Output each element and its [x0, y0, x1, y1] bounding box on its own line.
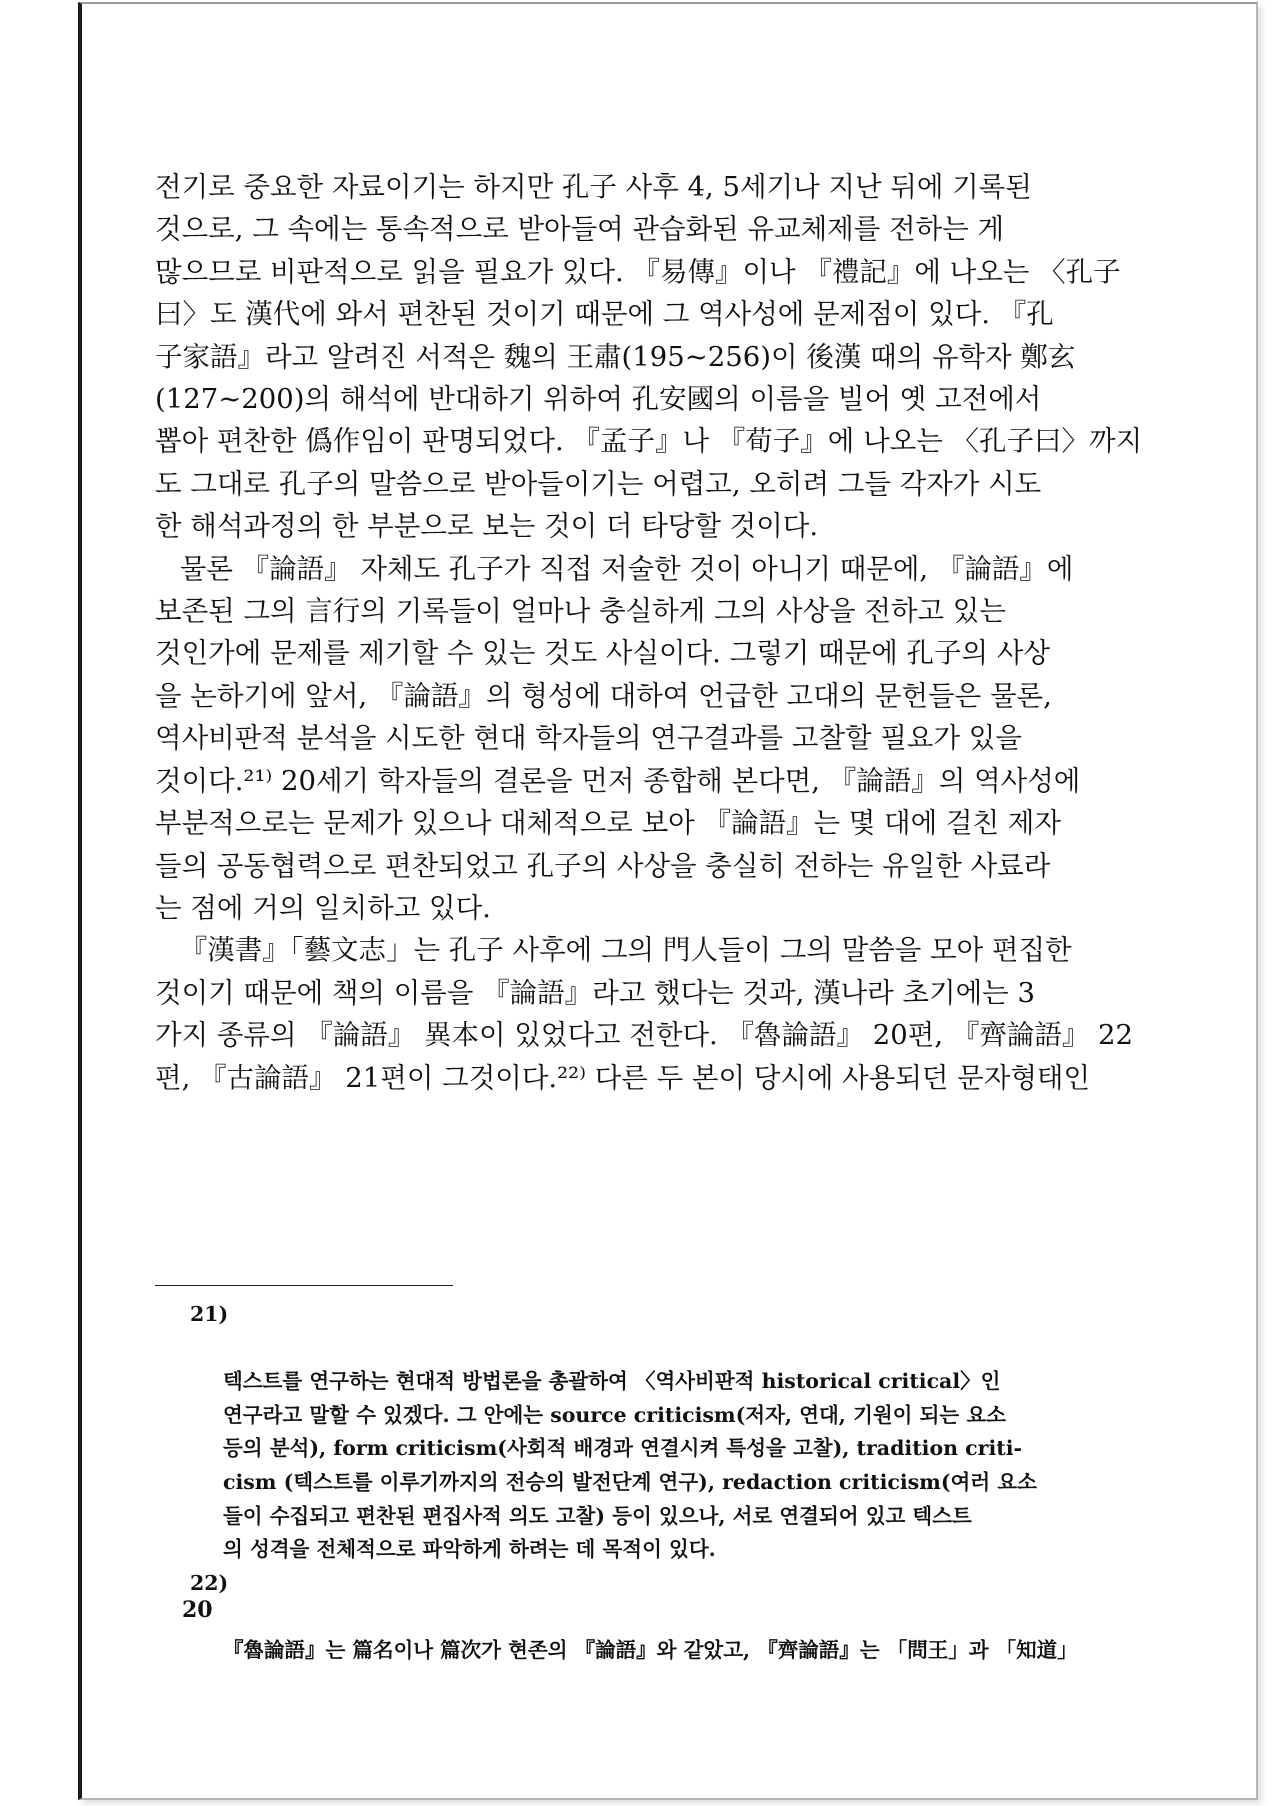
- paragraph-3: 『漢書』「藝文志」는 孔子 사후에 그의 門人들이 그의 말씀을 모아 편집한 것이기 때문에 책의 이름을 『論語』라고 했다는 것과, 漢나라 초기에는 3 가지 종류의 『論語』 異本이 있었다고 전한다. 『魯論語』 20편, 『齊論語』 22 편, 『古論語』 21편이 그것이다.²²⁾ 다른 두 본이 당시에 사용되던 문자형태인: [155, 934, 1134, 1094]
- page-number: 20: [182, 1597, 213, 1623]
- main-text: [155, 166, 1145, 1099]
- footnote-21: [190, 1298, 1145, 1567]
- footnote-separator: [155, 1285, 453, 1286]
- footnote-number: 22): [190, 1570, 229, 1595]
- footnotes: [190, 1298, 1145, 1668]
- footnote-number: 21): [190, 1302, 229, 1326]
- paragraph-1: 전기로 중요한 자료이기는 하지만 孔子 사후 4, 5세기나 지난 뒤에 기록된 것으로, 그 속에는 통속적으로 받아들여 관습화된 유교체제를 전하는 게 많으므로 비판적으로 읽을 필요가 있다. 『易傳』이나 『禮記』에 나오는 〈孔子 曰〉도 漢代에 와서 편찬된 것이기 때문에 그 역사성에 문제점이 있다. 『孔 子家語』라고 알려진 서적은 魏의 王肅(195~256)이 後漢 때의 유학자 鄭玄 (127~200)의 해석에 반대하기 위하여 孔安國의 이름을 빌어 옛 고전에서 뽑아 편찬한 僞作임이 판명되었다. 『孟子』나 『荀子』에 나오는 〈孔子曰〉까지 도 그대로 孔子의 말씀으로 받아들이기는 어렵고, 오히려 그들 각자가 시도 한 해석과정의 한 부분으로 보는 것이 더 타당할 것이다.: [155, 171, 1143, 543]
- footnote-22: [190, 1567, 1145, 1668]
- paragraph-2: 물론 『論語』 자체도 孔子가 직접 저술한 것이 아니기 때문에, 『論語』에 보존된 그의 言行의 기록들이 얼마나 충실하게 그의 사상을 전하고 있는 것인가에 문제를 제기할 수 있는 것도 사실이다. 그렇기 때문에 孔子의 사상 을 논하기에 앞서, 『論語』의 형성에 대하여 언급한 고대의 문헌들은 물론, 역사비판적 분석을 시도한 현대 학자들의 연구결과를 고찰할 필요가 있을 것이다.²¹⁾ 20세기 학자들의 결론을 먼저 종합해 본다면, 『論語』의 역사성에 부분적으로는 문제가 있으나 대체적으로 보아 『論語』는 몇 대에 걸친 제자 들의 공동협력으로 편찬되었고 孔子의 사상을 충실히 전하는 유일한 사료라 는 점에 거의 일치하고 있다.: [155, 552, 1081, 924]
- footnote-text: 텍스트를 연구하는 현대적 방법론을 총괄하여 〈역사비판적 historical critical〉인 연구라고 말할 수 있겠다. 그 안에는 source criticism(저자, 연대, 기원이 되는 요소 등의 분석), form criticism(사회적 배경과 연결시켜 특성을 고찰), tradition criti- cism (텍스트를 이루기까지의 전승의 발전단계 연구), redaction criticism(여러 요소 들이 수집되고 편찬된 편집사적 의도 고찰) 등이 있으나, 서로 연결되어 있고 텍스트 의 성격을 전체적으로 파악하게 하려는 데 목적이 있다.: [223, 1369, 1037, 1562]
- footnote-text: 『魯論語』는 篇名이나 篇次가 현존의 『論語』와 같았고, 『齊論語』는 「問王」과 「知道」: [223, 1637, 1078, 1662]
